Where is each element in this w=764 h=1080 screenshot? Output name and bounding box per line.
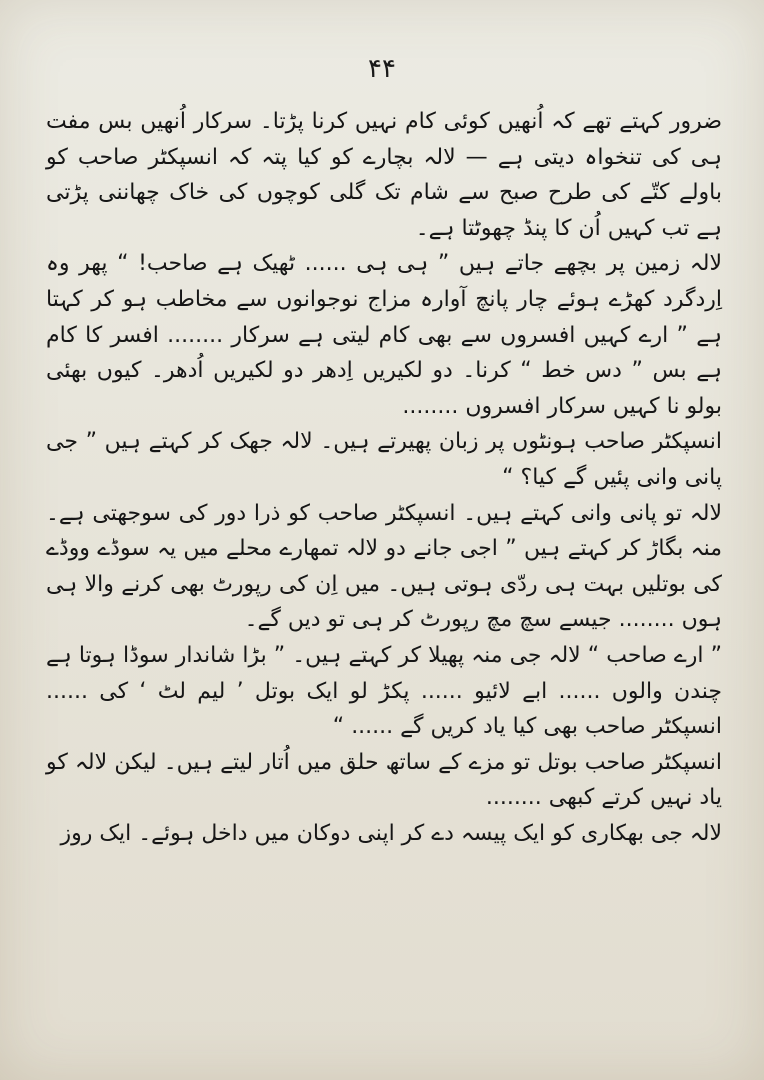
paragraph: لالہ زمین پر بچھے جاتے ہیں ” ہی ہی ...... ٹھیک ہے صاحب! “ پھر وہ اِردگرد کھڑے ہوئے چار پانچ آوارہ مزاج نوجوانوں سے مخاطب ہو کر کہتا ہے ” ارے کہیں افسروں سے بھی کام لیتی ہے سرکار ........ افسر کا کام ہے بس ” دس خط “ کرنا۔ دو لکیریں اِدھر دو لکیریں اُدھر۔ کیوں بھئی بولو نا کہیں سرکار افسروں ........ bbox=[46, 251, 722, 419]
paragraph: انسپکٹر صاحب بوتل تو مزے کے ساتھ حلق میں اُتار لیتے ہیں۔ لیکن لالہ کو یاد نہیں کرتے کبھی ........ bbox=[46, 749, 722, 811]
page-number: ۴۴ bbox=[368, 54, 396, 84]
paragraph: ضرور کہتے تھے کہ اُنھیں کوئی کام نہیں کرنا پڑتا۔ سرکار اُنھیں بس مفت ہی کی تنخواہ دیتی ہے — لالہ بچارے کو کیا پتہ کہ انسپکٹر صاحب کو باولے کتّے کی طرح صبح سے شام تک گلی کوچوں کی خاک چھاننی پڑتی ہے تب کہیں اُن کا پنڈ چھوٹتا ہے۔ bbox=[46, 109, 722, 241]
paragraph: انسپکٹر صاحب ہونٹوں پر زبان پھیرتے ہیں۔ لالہ جھک کر کہتے ہیں ” جی پانی وانی پئیں گے کیا؟ “ bbox=[46, 429, 722, 490]
paragraph: لالہ جی بھکاری کو ایک پیسہ دے کر اپنی دوکان میں داخل ہوئے۔ ایک روز bbox=[60, 820, 722, 846]
paragraph: لالہ تو پانی وانی کہتے ہیں۔ انسپکٹر صاحب کو ذرا دور کی سوجھتی ہے۔ منہ بگاڑ کر کہتے ہیں ” اجی جانے دو لالہ تمھارے محلے میں یہ سوڈے ووڈے کی بوتلیں بہت ہی ردّی ہوتی ہیں۔ میں اِن کی رپورٹ بھی کرنے والا ہی ہوں ........ جیسے سچ مچ رپورٹ کر ہی تو دیں گے۔ bbox=[46, 500, 722, 633]
paragraph: ” ارے صاحب “ لالہ جی منہ پھیلا کر کہتے ہیں۔ ” بڑا شاندار سوڈا ہوتا ہے چندن والوں ...... ابے لائیو ...... پکڑ لو ایک بوتل ’ لیم لٹ ‘ کی ...... انسپکٹر صاحب بھی کیا یاد کریں گے ...... “ bbox=[46, 642, 722, 740]
page-text bbox=[46, 104, 722, 851]
